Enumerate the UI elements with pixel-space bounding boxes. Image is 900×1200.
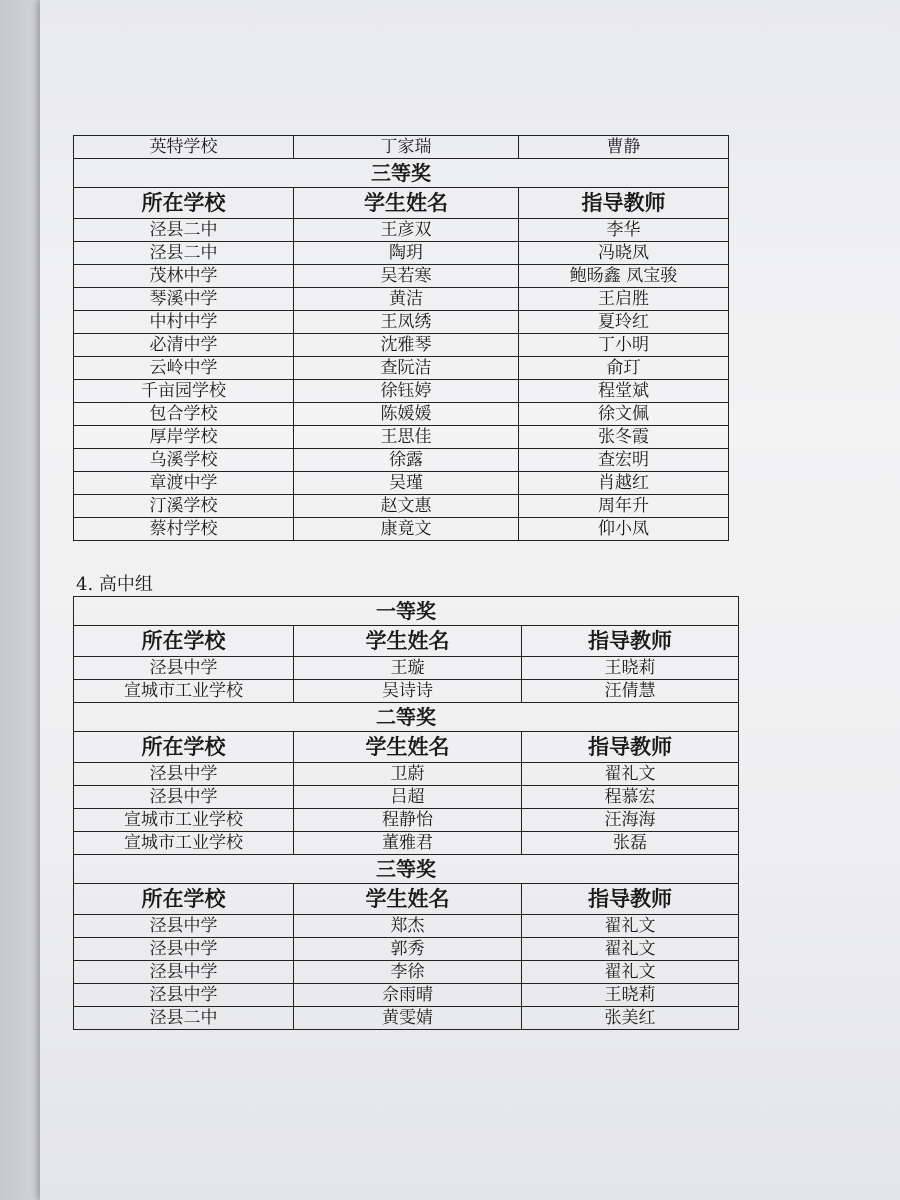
column-header-teacher: 指导教师 [519, 188, 729, 219]
school-cell: 必清中学 [74, 334, 294, 357]
student-cell: 王思佳 [294, 426, 519, 449]
teacher-cell: 周年升 [519, 495, 729, 518]
teacher-cell: 俞玎 [519, 357, 729, 380]
table-row [74, 518, 729, 541]
table-row [74, 265, 729, 288]
teacher-cell: 曹静 [519, 136, 729, 159]
teacher-cell: 徐文佩 [519, 403, 729, 426]
student-cell: 陶玥 [294, 242, 519, 265]
student-cell: 吴诗诗 [294, 680, 522, 703]
table-row [74, 938, 739, 961]
school-cell: 泾县中学 [74, 786, 294, 809]
student-cell: 徐钰婷 [294, 380, 519, 403]
school-cell: 泾县二中 [74, 1007, 294, 1030]
student-cell: 陈媛媛 [294, 403, 519, 426]
student-cell: 徐露 [294, 449, 519, 472]
table-row [74, 495, 729, 518]
table-row [74, 832, 739, 855]
school-cell: 泾县中学 [74, 984, 294, 1007]
school-cell: 宣城市工业学校 [74, 680, 294, 703]
student-cell: 李徐 [294, 961, 522, 984]
student-cell: 郭秀 [294, 938, 522, 961]
student-cell: 黄雯婧 [294, 1007, 522, 1030]
school-cell: 汀溪学校 [74, 495, 294, 518]
table-row [74, 288, 729, 311]
school-cell: 包合学校 [74, 403, 294, 426]
school-cell: 泾县中学 [74, 938, 294, 961]
student-cell: 黄洁 [294, 288, 519, 311]
table-row [74, 680, 739, 703]
teacher-cell: 鲍旸鑫 凤宝骏 [519, 265, 729, 288]
school-cell: 英特学校 [74, 136, 294, 159]
prize-title-row [74, 159, 729, 188]
student-cell: 佘雨晴 [294, 984, 522, 1007]
column-header-row [74, 884, 739, 915]
teacher-cell: 冯晓凤 [519, 242, 729, 265]
teacher-cell: 翟礼文 [522, 763, 739, 786]
teacher-cell: 王启胜 [519, 288, 729, 311]
table-row [74, 1007, 739, 1030]
column-header-student: 学生姓名 [294, 732, 522, 763]
table-row [74, 357, 729, 380]
school-cell: 中村中学 [74, 311, 294, 334]
teacher-cell: 王晓莉 [522, 984, 739, 1007]
teacher-cell: 张冬霞 [519, 426, 729, 449]
table-row [74, 311, 729, 334]
school-cell: 泾县二中 [74, 219, 294, 242]
school-cell: 泾县中学 [74, 915, 294, 938]
column-header-teacher: 指导教师 [522, 884, 739, 915]
teacher-cell: 程慕宏 [522, 786, 739, 809]
teacher-cell: 夏玲红 [519, 311, 729, 334]
prize-title-row [74, 855, 739, 884]
teacher-cell: 王晓莉 [522, 657, 739, 680]
column-header-school: 所在学校 [74, 732, 294, 763]
student-cell: 丁家瑞 [294, 136, 519, 159]
column-header-student: 学生姓名 [294, 188, 519, 219]
student-cell: 王凤绣 [294, 311, 519, 334]
table-row [74, 426, 729, 449]
first-prize-title: 一等奖 [74, 597, 739, 626]
prize-title-row [74, 597, 739, 626]
table-row [74, 657, 739, 680]
student-cell: 王彦双 [294, 219, 519, 242]
column-header-student: 学生姓名 [294, 626, 522, 657]
school-cell: 泾县中学 [74, 961, 294, 984]
student-cell: 康竟文 [294, 518, 519, 541]
column-header-teacher: 指导教师 [522, 626, 739, 657]
school-cell: 泾县中学 [74, 763, 294, 786]
student-cell: 吴若寒 [294, 265, 519, 288]
school-cell: 宣城市工业学校 [74, 809, 294, 832]
table-row [74, 915, 739, 938]
table-row [74, 472, 729, 495]
table-row [74, 984, 739, 1007]
teacher-cell: 程堂斌 [519, 380, 729, 403]
student-cell: 卫蔚 [294, 763, 522, 786]
school-cell: 章渡中学 [74, 472, 294, 495]
school-cell: 泾县中学 [74, 657, 294, 680]
column-header-row [74, 626, 739, 657]
student-cell: 查阮洁 [294, 357, 519, 380]
table-body [74, 136, 729, 541]
student-cell: 王璇 [294, 657, 522, 680]
column-header-student: 学生姓名 [294, 884, 522, 915]
teacher-cell: 汪倩慧 [522, 680, 739, 703]
student-cell: 郑杰 [294, 915, 522, 938]
school-cell: 泾县二中 [74, 242, 294, 265]
second-prize-title: 二等奖 [74, 703, 739, 732]
column-header-row [74, 188, 729, 219]
table-row [74, 334, 729, 357]
school-cell: 云岭中学 [74, 357, 294, 380]
school-cell: 千亩园学校 [74, 380, 294, 403]
teacher-cell: 肖越红 [519, 472, 729, 495]
high-school-award-table [73, 596, 739, 1030]
student-cell: 吴瑾 [294, 472, 519, 495]
student-cell: 沈雅琴 [294, 334, 519, 357]
teacher-cell: 张磊 [522, 832, 739, 855]
teacher-cell: 翟礼文 [522, 915, 739, 938]
column-header-school: 所在学校 [74, 188, 294, 219]
school-cell: 乌溪学校 [74, 449, 294, 472]
teacher-cell: 翟礼文 [522, 938, 739, 961]
school-cell: 厚岸学校 [74, 426, 294, 449]
teacher-cell: 张美红 [522, 1007, 739, 1030]
student-cell: 赵文惠 [294, 495, 519, 518]
third-prize-title: 三等奖 [74, 855, 739, 884]
column-header-school: 所在学校 [74, 884, 294, 915]
table-row [74, 786, 739, 809]
school-cell: 琴溪中学 [74, 288, 294, 311]
table-row [74, 242, 729, 265]
column-header-row [74, 732, 739, 763]
teacher-cell: 仰小凤 [519, 518, 729, 541]
table-row [74, 136, 729, 159]
table-row [74, 380, 729, 403]
teacher-cell: 丁小明 [519, 334, 729, 357]
teacher-cell: 查宏明 [519, 449, 729, 472]
teacher-cell: 翟礼文 [522, 961, 739, 984]
third-prize-title: 三等奖 [74, 159, 729, 188]
teacher-cell: 李华 [519, 219, 729, 242]
table-row [74, 449, 729, 472]
school-cell: 宣城市工业学校 [74, 832, 294, 855]
table-body [74, 597, 739, 1030]
table-row [74, 809, 739, 832]
table-row [74, 219, 729, 242]
school-cell: 蔡村学校 [74, 518, 294, 541]
student-cell: 董雅君 [294, 832, 522, 855]
teacher-cell: 汪海海 [522, 809, 739, 832]
column-header-school: 所在学校 [74, 626, 294, 657]
table-row [74, 961, 739, 984]
prize-title-row [74, 703, 739, 732]
table-row [74, 403, 729, 426]
student-cell: 吕超 [294, 786, 522, 809]
column-header-teacher: 指导教师 [522, 732, 739, 763]
high-school-group-label: 4. 高中组 [76, 574, 153, 595]
student-cell: 程静怡 [294, 809, 522, 832]
middle-school-award-table [73, 135, 729, 541]
table-row [74, 763, 739, 786]
school-cell: 茂林中学 [74, 265, 294, 288]
